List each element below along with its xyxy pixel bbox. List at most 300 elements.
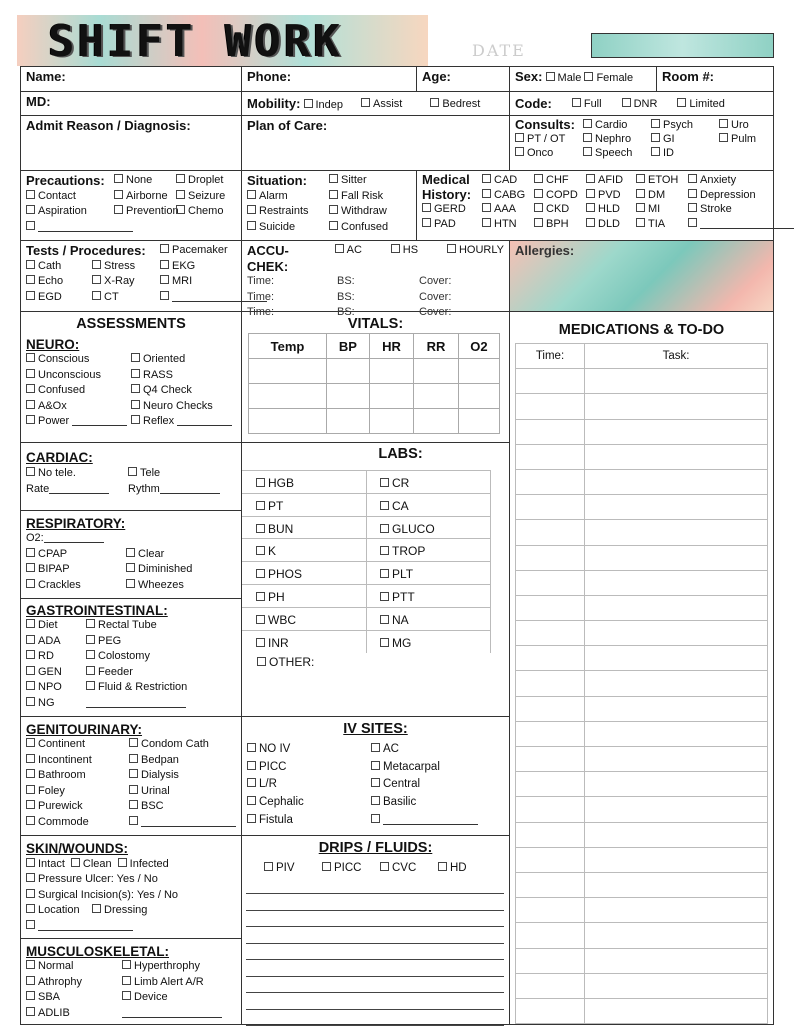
labs-section (241, 442, 510, 717)
picc-checkbox[interactable]: PICC (322, 862, 380, 874)
medical-label: Medical (422, 172, 470, 187)
crackles-checkbox[interactable]: Crackles (26, 578, 126, 594)
meds-time-cell[interactable] (516, 872, 585, 897)
depression-checkbox[interactable]: Depression (688, 188, 766, 203)
situation-list (247, 173, 411, 235)
diet-checkbox[interactable]: Diet (26, 618, 86, 634)
a-ox-checkbox[interactable]: A&Ox (26, 399, 131, 415)
aspiration-checkbox[interactable]: Aspiration (26, 204, 114, 220)
stroke-checkbox[interactable]: Stroke (688, 202, 766, 217)
vitals-cell[interactable] (458, 359, 499, 384)
meds-time-cell[interactable] (516, 646, 585, 671)
time-field[interactable]: Time: (247, 290, 275, 303)
accuchek-hourly-checkbox[interactable]: HOURLY (447, 243, 504, 274)
meds-time-cell[interactable] (516, 772, 585, 797)
rectal-tube-checkbox[interactable]: Rectal Tube (86, 618, 226, 634)
accuchek-row[interactable] (247, 290, 504, 306)
drip-entry-line[interactable] (246, 959, 504, 960)
drip-entry-line[interactable] (246, 926, 504, 927)
surgical-incision-checkbox[interactable]: Surgical Incision(s): Yes / No (26, 888, 236, 904)
meds-task-cell[interactable] (585, 545, 768, 570)
dressing-checkbox[interactable]: Dressing (92, 903, 192, 919)
gi-list (26, 618, 236, 711)
meds-task-cell[interactable] (585, 772, 768, 797)
no-iv-checkbox[interactable]: NO IV (247, 741, 371, 759)
cardio-checkbox[interactable]: Cardio (583, 118, 651, 132)
blank-line[interactable] (44, 533, 104, 543)
pulm-checkbox[interactable]: Pulm (719, 132, 769, 146)
egd-checkbox[interactable]: EGD (26, 290, 92, 306)
meds-task-cell[interactable] (585, 696, 768, 721)
time-field[interactable]: Time: (247, 306, 275, 318)
mg-lab-checkbox[interactable]: MG (366, 630, 491, 653)
meds-row (516, 419, 768, 444)
bathroom-checkbox[interactable]: Bathroom (26, 768, 129, 784)
bph-checkbox[interactable]: BPH (534, 217, 586, 232)
device-checkbox[interactable]: Device (122, 990, 232, 1006)
no-tele-checkbox[interactable]: No tele. (26, 465, 128, 481)
meds-task-cell[interactable] (585, 872, 768, 897)
speech-checkbox[interactable]: Speech (583, 146, 651, 160)
foley-checkbox[interactable]: Foley (26, 784, 129, 800)
meds-task-cell[interactable] (585, 621, 768, 646)
meds-time-cell[interactable] (516, 998, 585, 1023)
meds-time-cell[interactable] (516, 444, 585, 469)
hgb-lab-checkbox[interactable]: HGB (242, 470, 367, 493)
meds-time-cell[interactable] (516, 545, 585, 570)
ekg-checkbox[interactable]: EKG (160, 259, 236, 275)
meds-task-cell[interactable] (585, 570, 768, 595)
blank-line[interactable] (141, 817, 236, 827)
respiratory-list (26, 531, 236, 593)
meds-task-cell[interactable] (585, 495, 768, 520)
admit-reason-field[interactable] (20, 115, 242, 171)
bsc-checkbox[interactable]: BSC (129, 799, 237, 815)
hld-checkbox[interactable]: HLD (586, 202, 636, 217)
oriented-checkbox[interactable]: Oriented (131, 352, 236, 368)
blank-line[interactable] (160, 484, 220, 494)
fluid-restriction-checkbox[interactable]: Fluid & Restriction (86, 680, 226, 696)
sex-label: Sex: (515, 69, 543, 84)
other-checkbox[interactable] (129, 815, 237, 831)
mi-checkbox[interactable]: MI (636, 202, 688, 217)
consults-label: Consults: (515, 117, 575, 132)
date-field[interactable] (591, 33, 774, 58)
vitals-cell[interactable] (414, 359, 458, 384)
drip-entry-line[interactable] (246, 893, 504, 894)
skin-row1 (26, 857, 236, 873)
precautions-list (26, 173, 236, 235)
confused-checkbox[interactable]: Confused (26, 383, 131, 399)
meds-time-cell[interactable] (516, 495, 585, 520)
unconscious-checkbox[interactable]: Unconscious (26, 368, 131, 384)
pacemaker-checkbox[interactable]: Pacemaker (160, 243, 236, 259)
copd-checkbox[interactable]: COPD (534, 188, 586, 203)
rate-field[interactable]: Rate (26, 481, 128, 497)
cephalic-checkbox[interactable]: Cephalic (247, 794, 371, 812)
meds-time-cell[interactable] (516, 797, 585, 822)
o2-field[interactable]: O2: (26, 531, 126, 547)
condom-cath-checkbox[interactable]: Condom Cath (129, 737, 237, 753)
aaa-checkbox[interactable]: AAA (482, 202, 534, 217)
vitals-cell[interactable] (327, 409, 370, 434)
ng-checkbox[interactable]: NG (26, 696, 86, 712)
pad-checkbox[interactable]: PAD (422, 217, 482, 232)
wbc-lab-checkbox[interactable]: WBC (242, 607, 367, 630)
continent-checkbox[interactable]: Continent (26, 737, 129, 753)
ct-checkbox[interactable]: CT (92, 290, 160, 306)
meds-time-cell[interactable] (516, 696, 585, 721)
meds-time-cell[interactable] (516, 973, 585, 998)
other-checkbox[interactable] (371, 812, 495, 830)
meds-task-cell[interactable] (585, 419, 768, 444)
meds-time-cell[interactable] (516, 671, 585, 696)
na-lab-checkbox[interactable]: NA (366, 607, 491, 630)
tests-procedures-label: Tests / Procedures: (26, 243, 146, 258)
blank-line[interactable] (383, 815, 478, 825)
code-limited-checkbox[interactable]: Limited (677, 98, 724, 110)
meds-task-cell[interactable] (585, 520, 768, 545)
cvc-checkbox[interactable]: CVC (380, 862, 438, 874)
plt-lab-checkbox[interactable]: PLT (366, 561, 491, 584)
skin-section (20, 835, 242, 939)
conscious-checkbox[interactable]: Conscious (26, 352, 131, 368)
peg-checkbox[interactable]: PEG (86, 634, 226, 650)
meds-time-cell[interactable] (516, 570, 585, 595)
stress-checkbox[interactable]: Stress (92, 259, 160, 275)
onco-checkbox[interactable]: Onco (515, 146, 583, 160)
drip-entry-line[interactable] (246, 1009, 504, 1010)
x-ray-checkbox[interactable]: X-Ray (92, 274, 160, 290)
vitals-cell[interactable] (249, 384, 327, 409)
meds-time-cell[interactable] (516, 520, 585, 545)
ptt-lab-checkbox[interactable]: PTT (366, 584, 491, 607)
fall-risk-checkbox[interactable]: Fall Risk (329, 189, 409, 205)
md-field[interactable] (20, 91, 242, 116)
meds-task-cell[interactable] (585, 469, 768, 494)
airborne-checkbox[interactable]: Airborne (114, 189, 176, 205)
plan-of-care-field[interactable] (241, 115, 510, 171)
pt-lab-checkbox[interactable]: PT (242, 493, 367, 516)
drip-entry-line[interactable] (246, 910, 504, 911)
ckd-checkbox[interactable]: CKD (534, 202, 586, 217)
blank-line[interactable] (86, 698, 186, 708)
adlib-checkbox[interactable]: ADLIB (26, 1006, 122, 1022)
meds-task-cell[interactable] (585, 923, 768, 948)
confused-checkbox[interactable]: Confused (329, 220, 409, 236)
other-checkbox[interactable] (26, 919, 192, 935)
blank-line[interactable] (49, 484, 109, 494)
psych-checkbox[interactable]: Psych (651, 118, 719, 132)
meds-task-cell[interactable] (585, 444, 768, 469)
purewick-checkbox[interactable]: Purewick (26, 799, 129, 815)
bs-field[interactable]: BS: (337, 306, 355, 318)
time-field[interactable]: Time: (247, 275, 275, 287)
restraints-checkbox[interactable]: Restraints (247, 204, 329, 220)
l-r-checkbox[interactable]: L/R (247, 776, 371, 794)
rythm-field[interactable]: Rythm (128, 481, 233, 497)
mobility-assist-checkbox[interactable]: Assist (361, 98, 402, 110)
ada-checkbox[interactable]: ADA (26, 634, 86, 650)
vitals-cell[interactable] (458, 384, 499, 409)
none-checkbox[interactable]: None (114, 173, 176, 189)
chf-checkbox[interactable]: CHF (534, 173, 586, 188)
meds-task-cell[interactable] (585, 747, 768, 772)
seizure-checkbox[interactable]: Seizure (176, 189, 236, 205)
sex-field (509, 66, 657, 92)
sex-female-checkbox[interactable]: Female (584, 72, 633, 84)
trop-lab-checkbox[interactable]: TROP (366, 538, 491, 561)
meds-task-cell[interactable] (585, 721, 768, 746)
meds-time-cell[interactable] (516, 923, 585, 948)
cover-field[interactable]: Cover: (419, 306, 452, 318)
other-checkbox[interactable] (160, 290, 236, 306)
meds-task-cell[interactable] (585, 646, 768, 671)
cr-lab-checkbox[interactable]: CR (366, 470, 491, 493)
age-field[interactable] (416, 66, 510, 92)
meds-task-cell[interactable] (585, 394, 768, 419)
dld-checkbox[interactable]: DLD (586, 217, 636, 232)
wheezes-checkbox[interactable]: Wheezes (126, 578, 231, 594)
room-field[interactable] (656, 66, 774, 92)
meds-row (516, 847, 768, 872)
iv-sites-section (241, 716, 510, 836)
meds-time-cell[interactable] (516, 747, 585, 772)
hd-checkbox[interactable]: HD (438, 862, 496, 874)
blank-line[interactable] (38, 222, 133, 232)
meds-row (516, 822, 768, 847)
hyperthrophy-checkbox[interactable]: Hyperthrophy (122, 959, 232, 975)
clean-checkbox[interactable]: Clean (71, 857, 112, 873)
anxiety-checkbox[interactable]: Anxiety (688, 173, 766, 188)
contact-checkbox[interactable]: Contact (26, 189, 114, 205)
allergies-label: Allergies: (515, 243, 575, 258)
k-lab-checkbox[interactable]: K (242, 538, 367, 561)
uro-checkbox[interactable]: Uro (719, 118, 769, 132)
clear-checkbox[interactable]: Clear (126, 547, 231, 563)
etoh-checkbox[interactable]: ETOH (636, 173, 688, 188)
accuchek-ac-checkbox[interactable]: AC (335, 243, 377, 274)
skin-row2 (26, 903, 236, 934)
vitals-cell[interactable] (414, 409, 458, 434)
phone-field[interactable] (241, 66, 417, 92)
piv-checkbox[interactable]: PIV (264, 862, 322, 874)
meds-task-cell[interactable] (585, 998, 768, 1023)
meds-task-cell[interactable] (585, 898, 768, 923)
cpap-checkbox[interactable]: CPAP (26, 547, 126, 563)
bs-field[interactable]: BS: (337, 290, 355, 303)
mri-checkbox[interactable]: MRI (160, 274, 236, 290)
dm-checkbox[interactable]: DM (636, 188, 688, 203)
pvd-checkbox[interactable]: PVD (586, 188, 636, 203)
central-checkbox[interactable]: Central (371, 776, 495, 794)
drip-entry-line[interactable] (246, 943, 504, 944)
athrophy-checkbox[interactable]: Athrophy (26, 975, 122, 991)
meds-time-cell[interactable] (516, 721, 585, 746)
ca-lab-checkbox[interactable]: CA (366, 493, 491, 516)
bipap-checkbox[interactable]: BIPAP (26, 562, 126, 578)
vitals-cell[interactable] (249, 359, 327, 384)
vitals-cell[interactable] (458, 409, 499, 434)
precautions-section (20, 170, 242, 241)
drip-entry-line[interactable] (246, 992, 504, 993)
fistula-checkbox[interactable]: Fistula (247, 812, 371, 830)
withdraw-checkbox[interactable]: Withdraw (329, 204, 409, 220)
meds-task-cell[interactable] (585, 595, 768, 620)
meds-task-cell[interactable] (585, 847, 768, 872)
meds-task-cell[interactable] (585, 797, 768, 822)
vitals-cell[interactable] (327, 384, 370, 409)
blank-line[interactable] (122, 1008, 222, 1018)
cad-checkbox[interactable]: CAD (482, 173, 534, 188)
phos-lab-checkbox[interactable]: PHOS (242, 561, 367, 584)
afid-checkbox[interactable]: AFID (586, 173, 636, 188)
spacer (126, 531, 231, 547)
meds-time-cell[interactable] (516, 948, 585, 973)
normal-checkbox[interactable]: Normal (26, 959, 122, 975)
meds-time-cell[interactable] (516, 469, 585, 494)
blank-line[interactable] (38, 921, 133, 931)
skin-title: SKIN/WOUNDS: (26, 841, 128, 856)
other-checkbox[interactable] (688, 217, 766, 232)
bun-lab-checkbox[interactable]: BUN (242, 516, 367, 539)
echo-checkbox[interactable]: Echo (26, 274, 92, 290)
suicide-checkbox[interactable]: Suicide (247, 220, 329, 236)
htn-checkbox[interactable]: HTN (482, 217, 534, 232)
prevention-checkbox[interactable]: Prevention (114, 204, 176, 220)
incontinent-checkbox[interactable]: Incontinent (26, 753, 129, 769)
iv-sites-list (247, 741, 504, 830)
cabg-checkbox[interactable]: CABG (482, 188, 534, 203)
gerd-checkbox[interactable]: GERD (422, 202, 482, 217)
blank-line[interactable] (700, 219, 794, 229)
other-checkbox[interactable] (26, 220, 236, 236)
basilic-checkbox[interactable]: Basilic (371, 794, 495, 812)
meds-row (516, 696, 768, 721)
drips-title: DRIPS / FLUIDS: (318, 840, 433, 856)
drip-entry-line[interactable] (246, 976, 504, 977)
drips-section (241, 835, 510, 1025)
meds-time-cell[interactable] (516, 898, 585, 923)
vitals-cell[interactable] (369, 384, 413, 409)
accuchek-row[interactable] (247, 274, 504, 290)
vitals-cell[interactable] (327, 359, 370, 384)
tia-checkbox[interactable]: TIA (636, 217, 688, 232)
blank-line[interactable] (177, 416, 232, 426)
diminished-checkbox[interactable]: Diminished (126, 562, 231, 578)
npo-checkbox[interactable]: NPO (26, 680, 86, 696)
limb-alert-a-r-checkbox[interactable]: Limb Alert A/R (122, 975, 232, 991)
gluco-lab-checkbox[interactable]: GLUCO (366, 516, 491, 539)
sitter-checkbox[interactable]: Sitter (329, 173, 409, 189)
q4-check-checkbox[interactable]: Q4 Check (131, 383, 236, 399)
gen-checkbox[interactable]: GEN (26, 665, 86, 681)
mobility-bedrest-checkbox[interactable]: Bedrest (430, 98, 480, 110)
reflex-checkbox[interactable]: Reflex (131, 414, 236, 430)
feeder-checkbox[interactable]: Feeder (86, 665, 226, 681)
meds-task-cell[interactable] (585, 948, 768, 973)
sex-male-checkbox[interactable]: Male (546, 72, 582, 84)
drip-entry-line[interactable] (246, 1025, 504, 1026)
meds-time-cell[interactable] (516, 394, 585, 419)
vitals-cell[interactable] (369, 409, 413, 434)
intact-checkbox[interactable]: Intact (26, 857, 65, 873)
inr-lab-checkbox[interactable]: INR (242, 630, 367, 653)
infected-checkbox[interactable]: Infected (118, 857, 169, 873)
situation-section (241, 170, 417, 241)
meds-time-cell[interactable] (516, 369, 585, 394)
bs-field[interactable]: BS: (337, 275, 355, 287)
code-dnr-checkbox[interactable]: DNR (622, 98, 658, 110)
ac-checkbox[interactable]: AC (371, 741, 495, 759)
vitals-cell[interactable] (414, 384, 458, 409)
id-checkbox[interactable]: ID (651, 146, 719, 160)
neuro-list (26, 352, 236, 430)
blank-line[interactable] (72, 416, 127, 426)
meds-time-cell[interactable] (516, 822, 585, 847)
meds-task-cell[interactable] (585, 671, 768, 696)
tele-checkbox[interactable]: Tele (128, 465, 233, 481)
sba-checkbox[interactable]: SBA (26, 990, 122, 1006)
vitals-cell[interactable] (369, 359, 413, 384)
droplet-checkbox[interactable]: Droplet (176, 173, 236, 189)
dialysis-checkbox[interactable]: Dialysis (129, 768, 237, 784)
labs-other-checkbox[interactable]: OTHER: (257, 655, 314, 669)
cardiac-section (20, 442, 242, 511)
metacarpal-checkbox[interactable]: Metacarpal (371, 759, 495, 777)
power-checkbox[interactable]: Power (26, 414, 131, 430)
meds-task-cell[interactable] (585, 973, 768, 998)
commode-checkbox[interactable]: Commode (26, 815, 129, 831)
meds-time-cell[interactable] (516, 621, 585, 646)
alarm-checkbox[interactable]: Alarm (247, 189, 329, 205)
bedpan-checkbox[interactable]: Bedpan (129, 753, 237, 769)
meds-time-header: Time: (516, 344, 585, 369)
cover-field[interactable]: Cover: (419, 290, 452, 303)
neuro-title: NEURO: (26, 337, 80, 352)
gi-checkbox[interactable]: GI (651, 132, 719, 146)
vitals-cell[interactable] (249, 409, 327, 434)
ph-lab-checkbox[interactable]: PH (242, 584, 367, 607)
chemo-checkbox[interactable]: Chemo (176, 204, 236, 220)
meds-row (516, 545, 768, 570)
meds-task-cell[interactable] (585, 369, 768, 394)
mobility-indep-checkbox[interactable]: Indep (304, 99, 344, 111)
name-field[interactable] (20, 66, 242, 92)
accuchek-hs-checkbox[interactable]: HS (391, 243, 433, 274)
code-full-checkbox[interactable]: Full (572, 98, 602, 110)
pt-ot-checkbox[interactable]: PT / OT (515, 132, 583, 146)
nephro-checkbox[interactable]: Nephro (583, 132, 651, 146)
colostomy-checkbox[interactable]: Colostomy (86, 649, 226, 665)
rass-checkbox[interactable]: RASS (131, 368, 236, 384)
neuro-checks-checkbox[interactable]: Neuro Checks (131, 399, 236, 415)
rd-checkbox[interactable]: RD (26, 649, 86, 665)
meds-time-cell[interactable] (516, 419, 585, 444)
meds-time-cell[interactable] (516, 595, 585, 620)
location-checkbox[interactable]: Location (26, 903, 92, 919)
cover-field[interactable]: Cover: (419, 275, 452, 287)
meds-row (516, 369, 768, 394)
meds-time-cell[interactable] (516, 847, 585, 872)
urinal-checkbox[interactable]: Urinal (129, 784, 237, 800)
pressure-ulcer-checkbox[interactable]: Pressure Ulcer: Yes / No (26, 872, 236, 888)
picc-checkbox[interactable]: PICC (247, 759, 371, 777)
cath-checkbox[interactable]: Cath (26, 259, 92, 275)
meds-row (516, 973, 768, 998)
allergies-field[interactable] (509, 240, 774, 312)
meds-task-cell[interactable] (585, 822, 768, 847)
